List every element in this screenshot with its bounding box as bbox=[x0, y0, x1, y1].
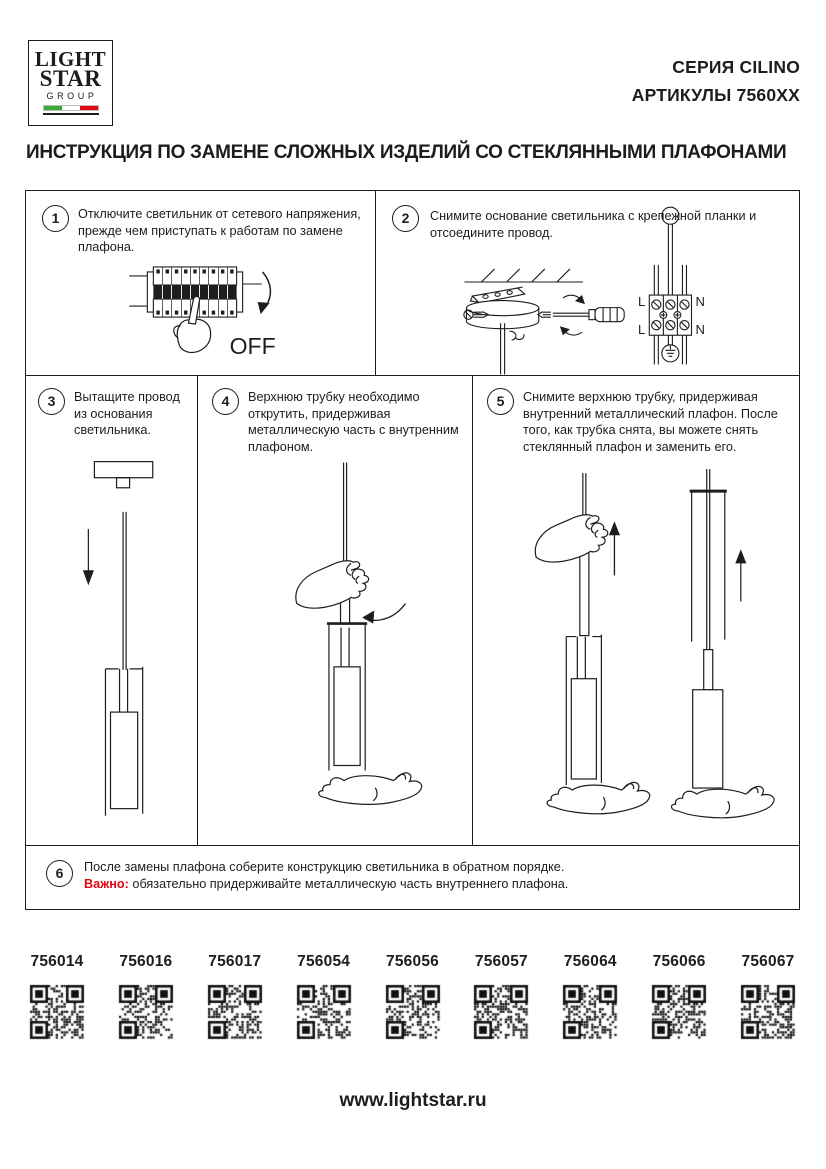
open-hand-icon bbox=[547, 782, 650, 813]
logo-word-star: STAR bbox=[39, 66, 102, 91]
lightstar-logo bbox=[28, 40, 113, 126]
product-756054 bbox=[292, 953, 356, 1040]
logo-underline bbox=[43, 113, 99, 115]
logo-word-group: GROUP bbox=[46, 91, 98, 101]
article-number: 756016 bbox=[119, 953, 173, 970]
step-1-cell bbox=[26, 191, 376, 376]
article-number: 756054 bbox=[297, 953, 351, 970]
product-756056 bbox=[381, 953, 445, 1040]
qr-code-icon bbox=[651, 984, 707, 1040]
product-756057 bbox=[469, 953, 533, 1040]
step-1-text: Отключите светильник от сетевого напряжения, прежде чем приступать к работам по замене плафона. bbox=[78, 207, 361, 255]
step-3-cell bbox=[26, 376, 198, 846]
important-text: обязательно придерживайте металлическую часть внутреннего плафона. bbox=[128, 876, 569, 891]
step-3-number-badge: 3 bbox=[38, 388, 65, 415]
step-2-number-badge: 2 bbox=[392, 205, 419, 232]
inner-plafond bbox=[110, 712, 137, 809]
article-number: 756066 bbox=[652, 953, 706, 970]
remove-tube-illustration bbox=[473, 376, 799, 845]
step-4-text: Верхнюю трубку необходимо открутить, придерживая металлическую часть с внутренним плафоном. bbox=[248, 390, 459, 454]
qr-code-icon bbox=[562, 984, 618, 1040]
article-number: 756056 bbox=[386, 953, 439, 970]
qr-code-icon bbox=[740, 984, 796, 1040]
step-5-text: Снимите верхнюю трубку, придерживая внутренний металлический плафон. После того, как трубка снята, вы можете снять стеклянный плафон и заменить его. bbox=[523, 390, 778, 454]
step-6-text bbox=[84, 859, 789, 892]
terminal-label-neutral: N bbox=[695, 294, 705, 310]
step-2-cell bbox=[376, 191, 799, 376]
removed-glass-tube bbox=[692, 492, 725, 641]
pull-cord-illustration bbox=[26, 376, 197, 845]
gripping-hand-icon bbox=[535, 515, 607, 562]
up-arrow-icon-2 bbox=[735, 549, 746, 563]
step-5-cell bbox=[473, 376, 799, 846]
article-number: 756067 bbox=[741, 953, 795, 970]
open-hand-icon bbox=[319, 773, 422, 804]
qr-code-icon bbox=[473, 984, 529, 1040]
terminal-block bbox=[649, 207, 691, 364]
step-5-number-badge: 5 bbox=[487, 388, 514, 415]
article-number: 756064 bbox=[563, 953, 617, 970]
logo-word-light: LIGHT bbox=[34, 47, 107, 71]
step-3-text: Вытащите провод из основания светильника. bbox=[74, 390, 180, 438]
terminal-label-live: L bbox=[638, 294, 646, 310]
step-6-number-badge: 6 bbox=[46, 860, 73, 887]
gripping-hand-icon bbox=[296, 561, 369, 608]
qr-code-icon bbox=[118, 984, 174, 1040]
unscrew-tube-illustration bbox=[198, 376, 472, 845]
lamp-canopy bbox=[466, 301, 538, 316]
step-6-cell bbox=[26, 846, 799, 909]
step-2-text: Снимите основание светильника с крепежной планки и отсоедините провод. bbox=[430, 209, 757, 240]
pointing-hand-icon bbox=[174, 296, 211, 352]
product-756067 bbox=[736, 953, 800, 1040]
product-756014 bbox=[25, 953, 89, 1040]
articles-subtitle: АРТИКУЛЫ 7560ХХ bbox=[631, 85, 800, 105]
inner-plafond bbox=[334, 667, 360, 766]
qr-code-icon bbox=[296, 984, 352, 1040]
important-label: Важно: bbox=[84, 876, 129, 891]
website-url: www.lightstar.ru bbox=[339, 1090, 487, 1111]
product-756016 bbox=[114, 953, 178, 1040]
up-arrow-icon bbox=[609, 521, 620, 535]
step-4-cell bbox=[198, 376, 473, 846]
step-6-line1: После замены плафона соберите конструкцию светильника в обратном порядке. bbox=[84, 860, 565, 874]
step-4-number-badge: 4 bbox=[212, 388, 239, 415]
page-title: ИНСТРУКЦИЯ ПО ЗАМЕНЕ СЛОЖНЫХ ИЗДЕЛИЙ СО СТЕКЛЯННЫМИ ПЛАФОНАМИ bbox=[26, 142, 787, 163]
down-arrow-icon bbox=[83, 570, 94, 585]
terminal-label-neutral-2: N bbox=[695, 322, 705, 338]
step-1-number-badge: 1 bbox=[42, 205, 69, 232]
series-title: СЕРИЯ CILINO bbox=[672, 57, 800, 77]
qr-code-icon bbox=[207, 984, 263, 1040]
steps-table bbox=[25, 190, 800, 910]
product-756066 bbox=[647, 953, 711, 1040]
metal-plafond bbox=[693, 690, 723, 788]
lamp-base bbox=[94, 462, 152, 478]
breaker-off-illustration bbox=[26, 191, 375, 375]
product-756017 bbox=[203, 953, 267, 1040]
article-number: 756017 bbox=[208, 953, 262, 970]
open-hand-icon-2 bbox=[671, 786, 774, 817]
article-number: 756014 bbox=[30, 953, 84, 970]
article-number: 756057 bbox=[474, 953, 528, 970]
off-label: OFF bbox=[229, 333, 276, 360]
base-removal-illustration bbox=[376, 191, 799, 375]
terminal-label-live-2: L bbox=[638, 322, 646, 338]
screwdriver-icon bbox=[553, 313, 589, 316]
italian-flag-icon bbox=[43, 105, 99, 111]
qr-code-icon bbox=[385, 984, 441, 1040]
article-list bbox=[25, 953, 800, 1040]
inner-plafond bbox=[571, 679, 596, 779]
qr-code-icon bbox=[29, 984, 85, 1040]
product-756064 bbox=[558, 953, 622, 1040]
